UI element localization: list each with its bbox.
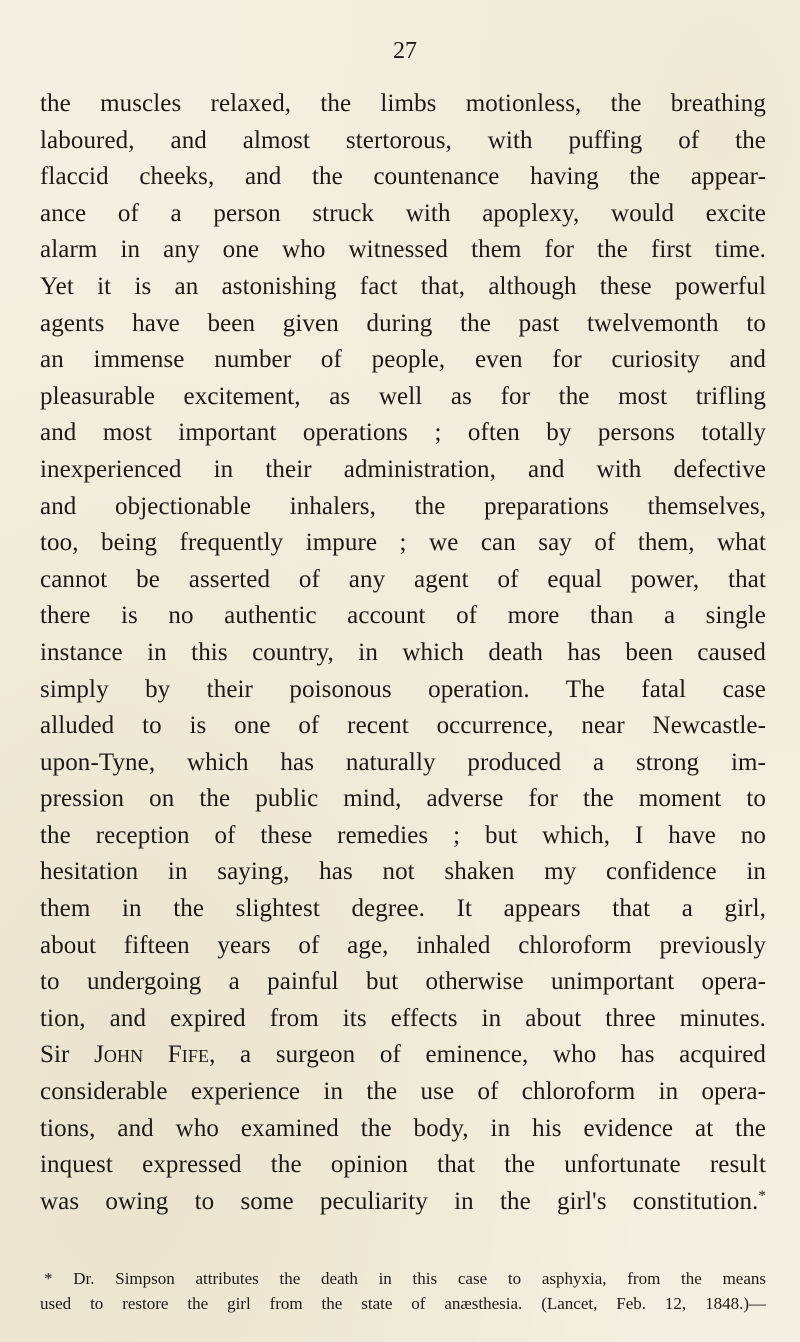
text-line: to undergoing a painful but otherwise unimportant opera- — [40, 968, 766, 996]
text-line: agents have been given during the past twelvemonth to — [40, 309, 766, 337]
text-line: flaccid cheeks, and the countenance having the appear- — [40, 163, 766, 191]
text-line-with-name — [40, 1037, 766, 1074]
person-name: John Fife — [94, 1041, 210, 1069]
text-line: pression on the public mind, adverse for the moment to — [40, 785, 766, 813]
text-line: too, being frequently impure ; we can say of them, what — [40, 529, 766, 557]
text-line: them in the slightest degree. It appears that a girl, — [40, 895, 766, 923]
text-line: instance in this country, in which death has been caused — [40, 638, 766, 666]
text-line: the muscles relaxed, the limbs motionless, the breathing — [40, 90, 766, 117]
footnote-line: * Dr. Simpson attributes the death in this case to asphyxia, from the means — [44, 1269, 766, 1288]
line-start: Sir — [40, 1041, 95, 1069]
text-line: laboured, and almost stertorous, with puffing of the — [40, 126, 766, 154]
text-line: pleasurable excitement, as well as for the most trifling — [40, 382, 766, 410]
line-end: , a surgeon of eminence, who has acquired — [209, 1041, 767, 1069]
text-line: and objectionable inhalers, the preparations themselves, — [40, 492, 766, 520]
text-line: considerable experience in the use of chloroform in opera- — [40, 1078, 766, 1106]
text-line: alarm in any one who witnessed them for the first time. — [40, 236, 766, 264]
footnote-marker: * — [758, 1187, 766, 1204]
text-line-last — [40, 1184, 766, 1221]
text-line: an immense number of people, even for curiosity and — [40, 346, 766, 374]
body-text — [40, 86, 766, 1220]
text-line: cannot be asserted of any agent of equal power, that — [40, 565, 766, 593]
text-line: hesitation in saying, has not shaken my confidence in — [40, 858, 766, 886]
text-line: alluded to is one of recent occurrence, near Newcastle- — [40, 712, 766, 740]
text-line: tion, and expired from its effects in about three minutes. — [40, 1004, 766, 1032]
footnote — [40, 1266, 766, 1316]
text-line: upon-Tyne, which has naturally produced a strong im- — [40, 748, 766, 776]
last-line-text: was owing to some peculiarity in the girl's constitution. — [40, 1187, 759, 1215]
text-line: Yet it is an astonishing fact that, although these powerful — [40, 272, 766, 300]
text-line: inexperienced in their administration, and with defective — [40, 455, 766, 483]
page-number: 27 — [393, 38, 417, 64]
text-line: tions, and who examined the body, in his evidence at the — [40, 1114, 766, 1142]
text-line: there is no authentic account of more than a single — [40, 602, 766, 630]
text-line: the reception of these remedies ; but which, I have no — [40, 821, 766, 849]
text-line: about fifteen years of age, inhaled chloroform previously — [40, 931, 766, 959]
text-line: inquest expressed the opinion that the unfortunate result — [40, 1151, 766, 1179]
text-line: ance of a person struck with apoplexy, would excite — [40, 199, 766, 227]
text-line: and most important operations ; often by persons totally — [40, 419, 766, 447]
text-line: simply by their poisonous operation. The fatal case — [40, 675, 766, 703]
footnote-line: used to restore the girl from the state of anæsthesia. (Lancet, Feb. 12, 1848.)— — [40, 1294, 766, 1313]
